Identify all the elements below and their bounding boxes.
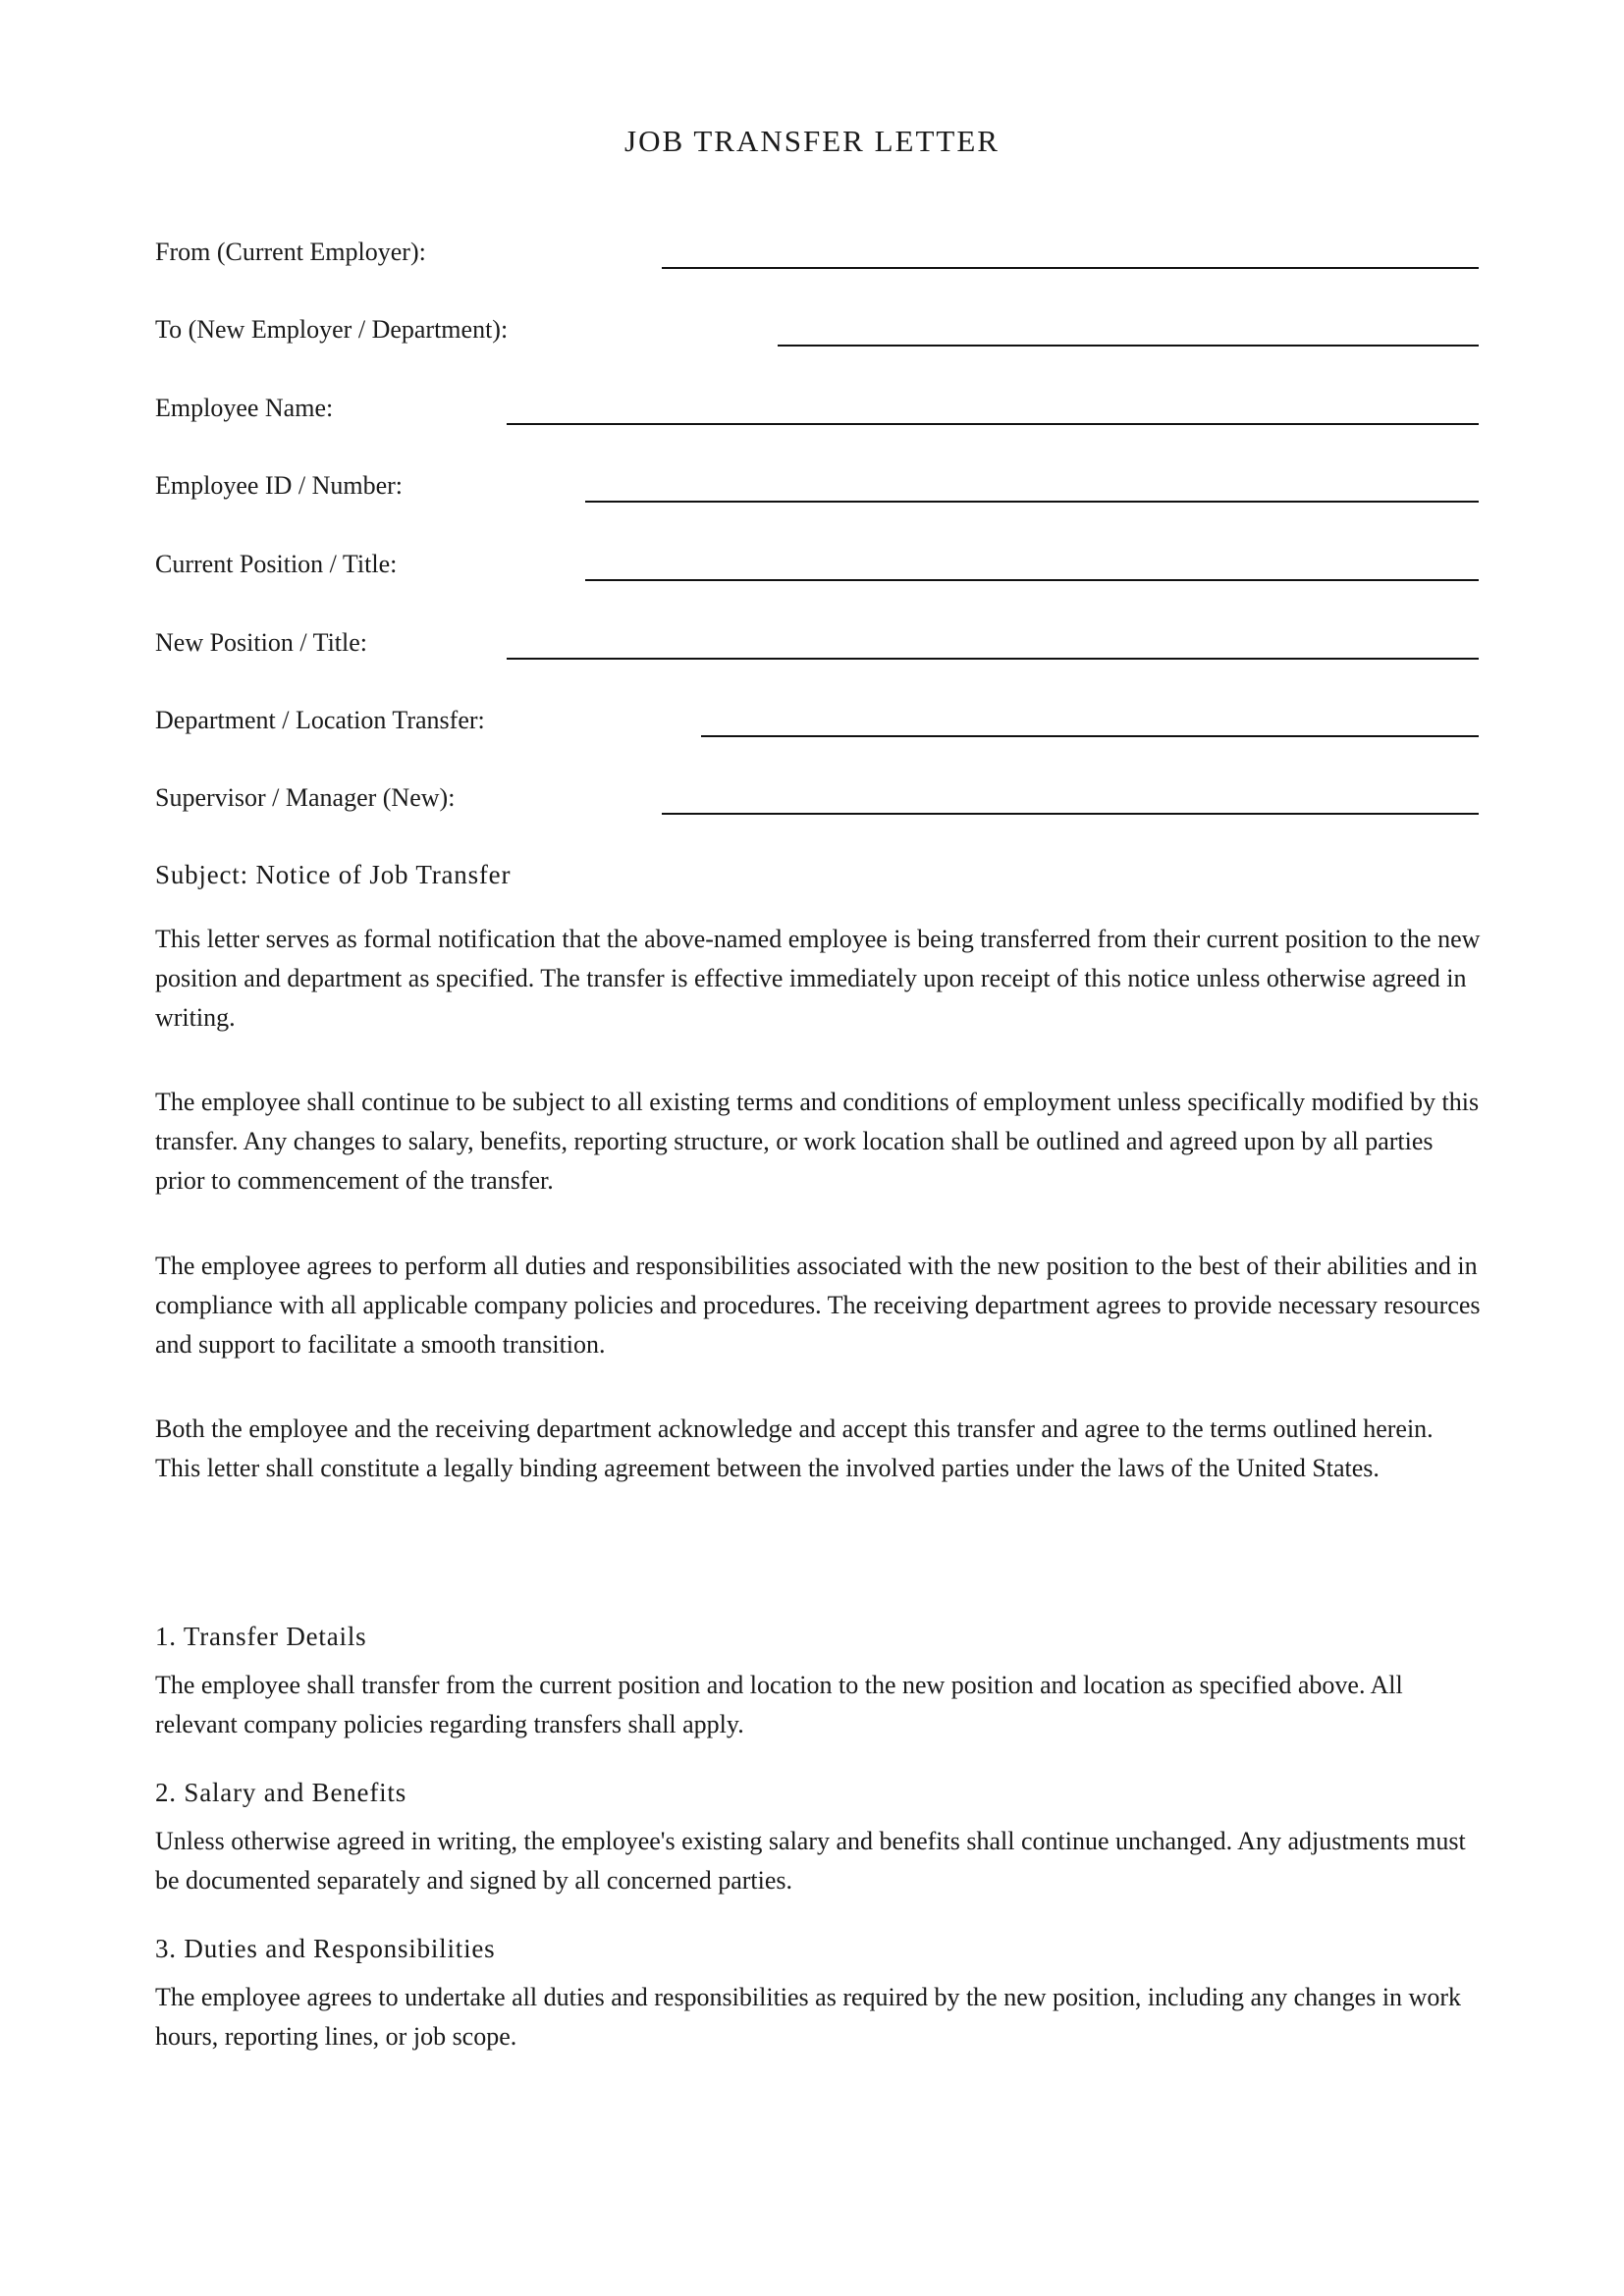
- section-heading: 1. Transfer Details: [155, 1622, 367, 1651]
- field-blank-line[interactable]: [662, 813, 1479, 815]
- field-label: To (New Employer / Department):: [155, 315, 509, 344]
- field-label: Employee Name:: [155, 394, 334, 422]
- body-paragraph: This letter serves as formal notification that the above-named employee is being transferred from their current position to the new position and department as specified. The transfer is effective immediately upon receipt of this notice unless otherwise agreed in writing.: [155, 925, 1481, 1032]
- section-body: The employee shall transfer from the current position and location to the new position and location as specified above. All relevant company policies regarding transfers shall apply.: [155, 1671, 1403, 1738]
- body-paragraph: The employee agrees to perform all duties and responsibilities associated with the new position to the best of their abilities and in compliance with all applicable company policies and procedures. The receiving department agrees to provide necessary resources and support to facilitate a smooth transition.: [155, 1252, 1481, 1359]
- section-heading: 3. Duties and Responsibilities: [155, 1934, 496, 1963]
- field-from-current-employer: [155, 238, 1479, 285]
- subject-line: Subject: Notice of Job Transfer: [155, 860, 512, 889]
- field-blank-line[interactable]: [662, 267, 1479, 269]
- field-department-location: [155, 706, 1479, 753]
- field-blank-line[interactable]: [507, 658, 1479, 660]
- field-blank-line[interactable]: [507, 423, 1479, 425]
- field-label: Supervisor / Manager (New):: [155, 783, 456, 812]
- field-employee-name: [155, 394, 1479, 441]
- field-to-new-employer: [155, 315, 1479, 362]
- field-blank-line[interactable]: [701, 735, 1479, 737]
- body-paragraph: Both the employee and the receiving department acknowledge and accept this transfer and agree to the terms outlined herein. This letter shall constitute a legally binding agreement between the involved parties under the laws of the United States.: [155, 1415, 1434, 1482]
- section-heading: 2. Salary and Benefits: [155, 1778, 407, 1807]
- field-blank-line[interactable]: [585, 579, 1479, 581]
- field-label: From (Current Employer):: [155, 238, 426, 266]
- field-new-position: [155, 628, 1479, 675]
- body-paragraph: The employee shall continue to be subject to all existing terms and conditions of employment unless specifically modified by this transfer. Any changes to salary, benefits, reporting structure, or work location shall be outlined and agreed upon by all parties prior to commencement of the transfer.: [155, 1088, 1480, 1195]
- field-label: Current Position / Title:: [155, 550, 398, 578]
- field-current-position: [155, 550, 1479, 597]
- field-label: Employee ID / Number:: [155, 471, 403, 500]
- field-label: New Position / Title:: [155, 628, 367, 657]
- document-title: JOB TRANSFER LETTER: [624, 124, 1000, 158]
- field-employee-id: [155, 471, 1479, 518]
- field-label: Department / Location Transfer:: [155, 706, 485, 734]
- field-blank-line[interactable]: [585, 501, 1479, 503]
- section-body: The employee agrees to undertake all duties and responsibilities as required by the new position, including any changes in work hours, reporting lines, or job scope.: [155, 1983, 1461, 2051]
- field-blank-line[interactable]: [778, 345, 1479, 347]
- field-supervisor-manager: [155, 783, 1479, 830]
- section-body: Unless otherwise agreed in writing, the employee's existing salary and benefits shall continue unchanged. Any adjustments must be documented separately and signed by all concerned parties.: [155, 1827, 1466, 1895]
